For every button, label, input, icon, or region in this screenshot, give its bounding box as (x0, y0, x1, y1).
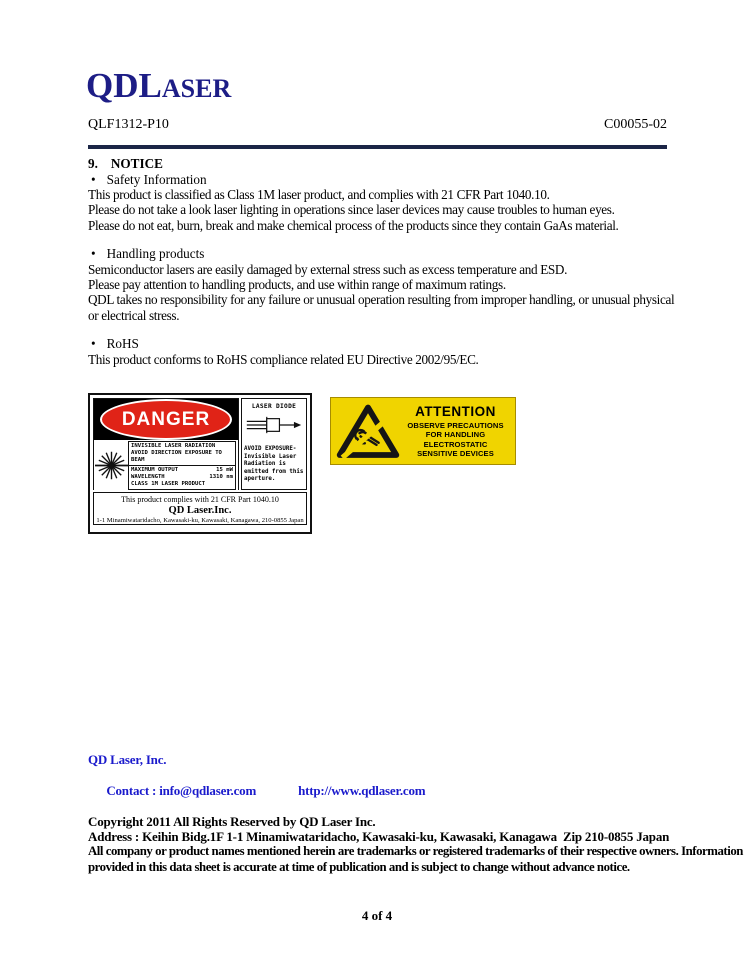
attention-text-block (401, 404, 515, 458)
compliance-text: This product complies with 21 CFR Part 1040.10 (121, 495, 279, 504)
footer-contact-row (88, 767, 728, 813)
attention-line: FOR HANDLING (425, 430, 486, 440)
danger-label-footer (93, 492, 307, 525)
footer-copyright: Copyright 2011 All Rights Reserved by QD Laser Inc. (88, 813, 376, 829)
page-number: 4 of 4 (361, 908, 393, 923)
section-gap (88, 323, 728, 336)
footer-address: Address : Keihin Bidg.1F 1-1 Minamiwataridacho, Kawasaki-ku, Kawasaki, Kanagawa Zip 210-0855 Japan (88, 829, 670, 845)
notice-section (88, 156, 728, 367)
attention-line: SENSITIVE DEVICES (417, 448, 494, 458)
label-company-name: QD Laser.Inc. (168, 505, 232, 516)
footer-disclaimer-line: provided in this data sheet is accurate at time of publication and is subject to change without advance notice. (88, 859, 630, 874)
laser-diode-icon (244, 413, 304, 441)
spec-name: MAXIMUM OUTPUT (131, 466, 179, 473)
esd-attention-label (330, 397, 516, 465)
spec-row (131, 481, 233, 488)
attention-title: ATTENTION (415, 404, 496, 420)
rohs-heading: RoHS (106, 336, 139, 352)
notice-title: NOTICE (110, 156, 163, 171)
laser-diode-title: LASER DIODE (251, 403, 297, 410)
rohs-heading-row (88, 336, 728, 351)
warning-line: INVISIBLE LASER RADIATION (131, 443, 216, 449)
notice-text-line: This product conforms to RoHS compliance related EU Directive 2002/95/EC. (88, 351, 479, 367)
bullet-icon: • (91, 171, 96, 187)
spec-value: 1310 nm (209, 473, 233, 480)
safety-heading: Safety Information (106, 171, 207, 187)
notice-text-line: Please pay attention to handling products, and use within range of maximum ratings. (88, 277, 506, 293)
footer-company: QD Laser, Inc. (88, 752, 167, 767)
safety-heading-row (88, 172, 728, 187)
spec-name: CLASS 1M LASER PRODUCT (131, 480, 206, 487)
laser-danger-label (88, 393, 312, 534)
product-code: QLF1312-P10 (88, 117, 169, 132)
laser-diode-panel (241, 398, 307, 490)
notice-heading (88, 156, 728, 171)
laser-starburst-icon (94, 449, 128, 482)
spec-value: 15 mW (216, 466, 233, 473)
section-gap (88, 233, 728, 246)
attention-line: ELECTROSTATIC (423, 439, 488, 449)
spec-row (131, 474, 233, 481)
logo-text-main: QDL (86, 66, 162, 105)
attention-line: OBSERVE PRECAUTIONS (407, 421, 504, 431)
notice-text-line: This product is classified as Class 1M laser product, and complies with 21 CFR Part 1040.10. (88, 187, 550, 203)
page-footer-block (88, 752, 743, 875)
danger-warning-textbox (128, 441, 236, 490)
spec-row (131, 467, 233, 474)
danger-warning-zone (94, 440, 238, 491)
danger-label-top (93, 398, 307, 490)
esd-symbol-icon (335, 402, 401, 460)
notice-text-line: or electrical stress. (88, 307, 180, 323)
danger-ellipse-zone (94, 399, 238, 440)
footer-disclaimer-line: All company or product names mentioned herein are trademarks or registered trademarks of their respective owners. Information (88, 844, 743, 859)
aperture-warning-text: AVOID EXPOSURE-Invisible Laser Radiation is emitted from this aperture. (244, 446, 304, 483)
danger-ellipse (100, 399, 232, 440)
website-link[interactable]: http://www.qdlaser.com (298, 782, 426, 798)
notice-text-line: QDL takes no responsibility for any failure or unusual operation resulting from improper handling, or unusual physical (88, 292, 675, 308)
warning-line: AVOID DIRECTION EXPOSURE TO BEAM (131, 449, 222, 463)
contact-email-link[interactable]: Contact : info@qdlaser.com (106, 782, 257, 798)
bullet-icon: • (91, 246, 96, 262)
danger-panel (93, 398, 239, 490)
danger-title: DANGER (121, 408, 211, 430)
qdlaser-logo (86, 68, 231, 103)
handling-heading: Handling products (106, 246, 205, 262)
label-company-address: 1-1 Minamiwataridacho, Kawasaki-ku, Kawasaki, Kanagawa, 210-0855 Japan (96, 517, 304, 524)
handling-heading-row (88, 246, 728, 261)
spec-name: WAVELENGTH (131, 473, 165, 480)
header-divider (88, 145, 667, 149)
notice-text-line: Please do not take a look laser lighting in operations since laser devices may cause troubles to human eyes. (88, 202, 615, 218)
notice-number: 9. (88, 156, 98, 171)
bullet-icon: • (91, 336, 96, 352)
logo-text-rest: ASER (161, 74, 232, 103)
notice-text-line: Semiconductor lasers are easily damaged by external stress such as excess temperature and ESD. (88, 261, 568, 277)
notice-text-line: Please do not eat, burn, break and make chemical process of the products since they contain GaAs material. (88, 217, 619, 233)
warning-lines (129, 442, 235, 465)
laser-specs (129, 465, 235, 490)
document-code: C00055-02 (604, 117, 667, 132)
header-row (88, 117, 667, 133)
